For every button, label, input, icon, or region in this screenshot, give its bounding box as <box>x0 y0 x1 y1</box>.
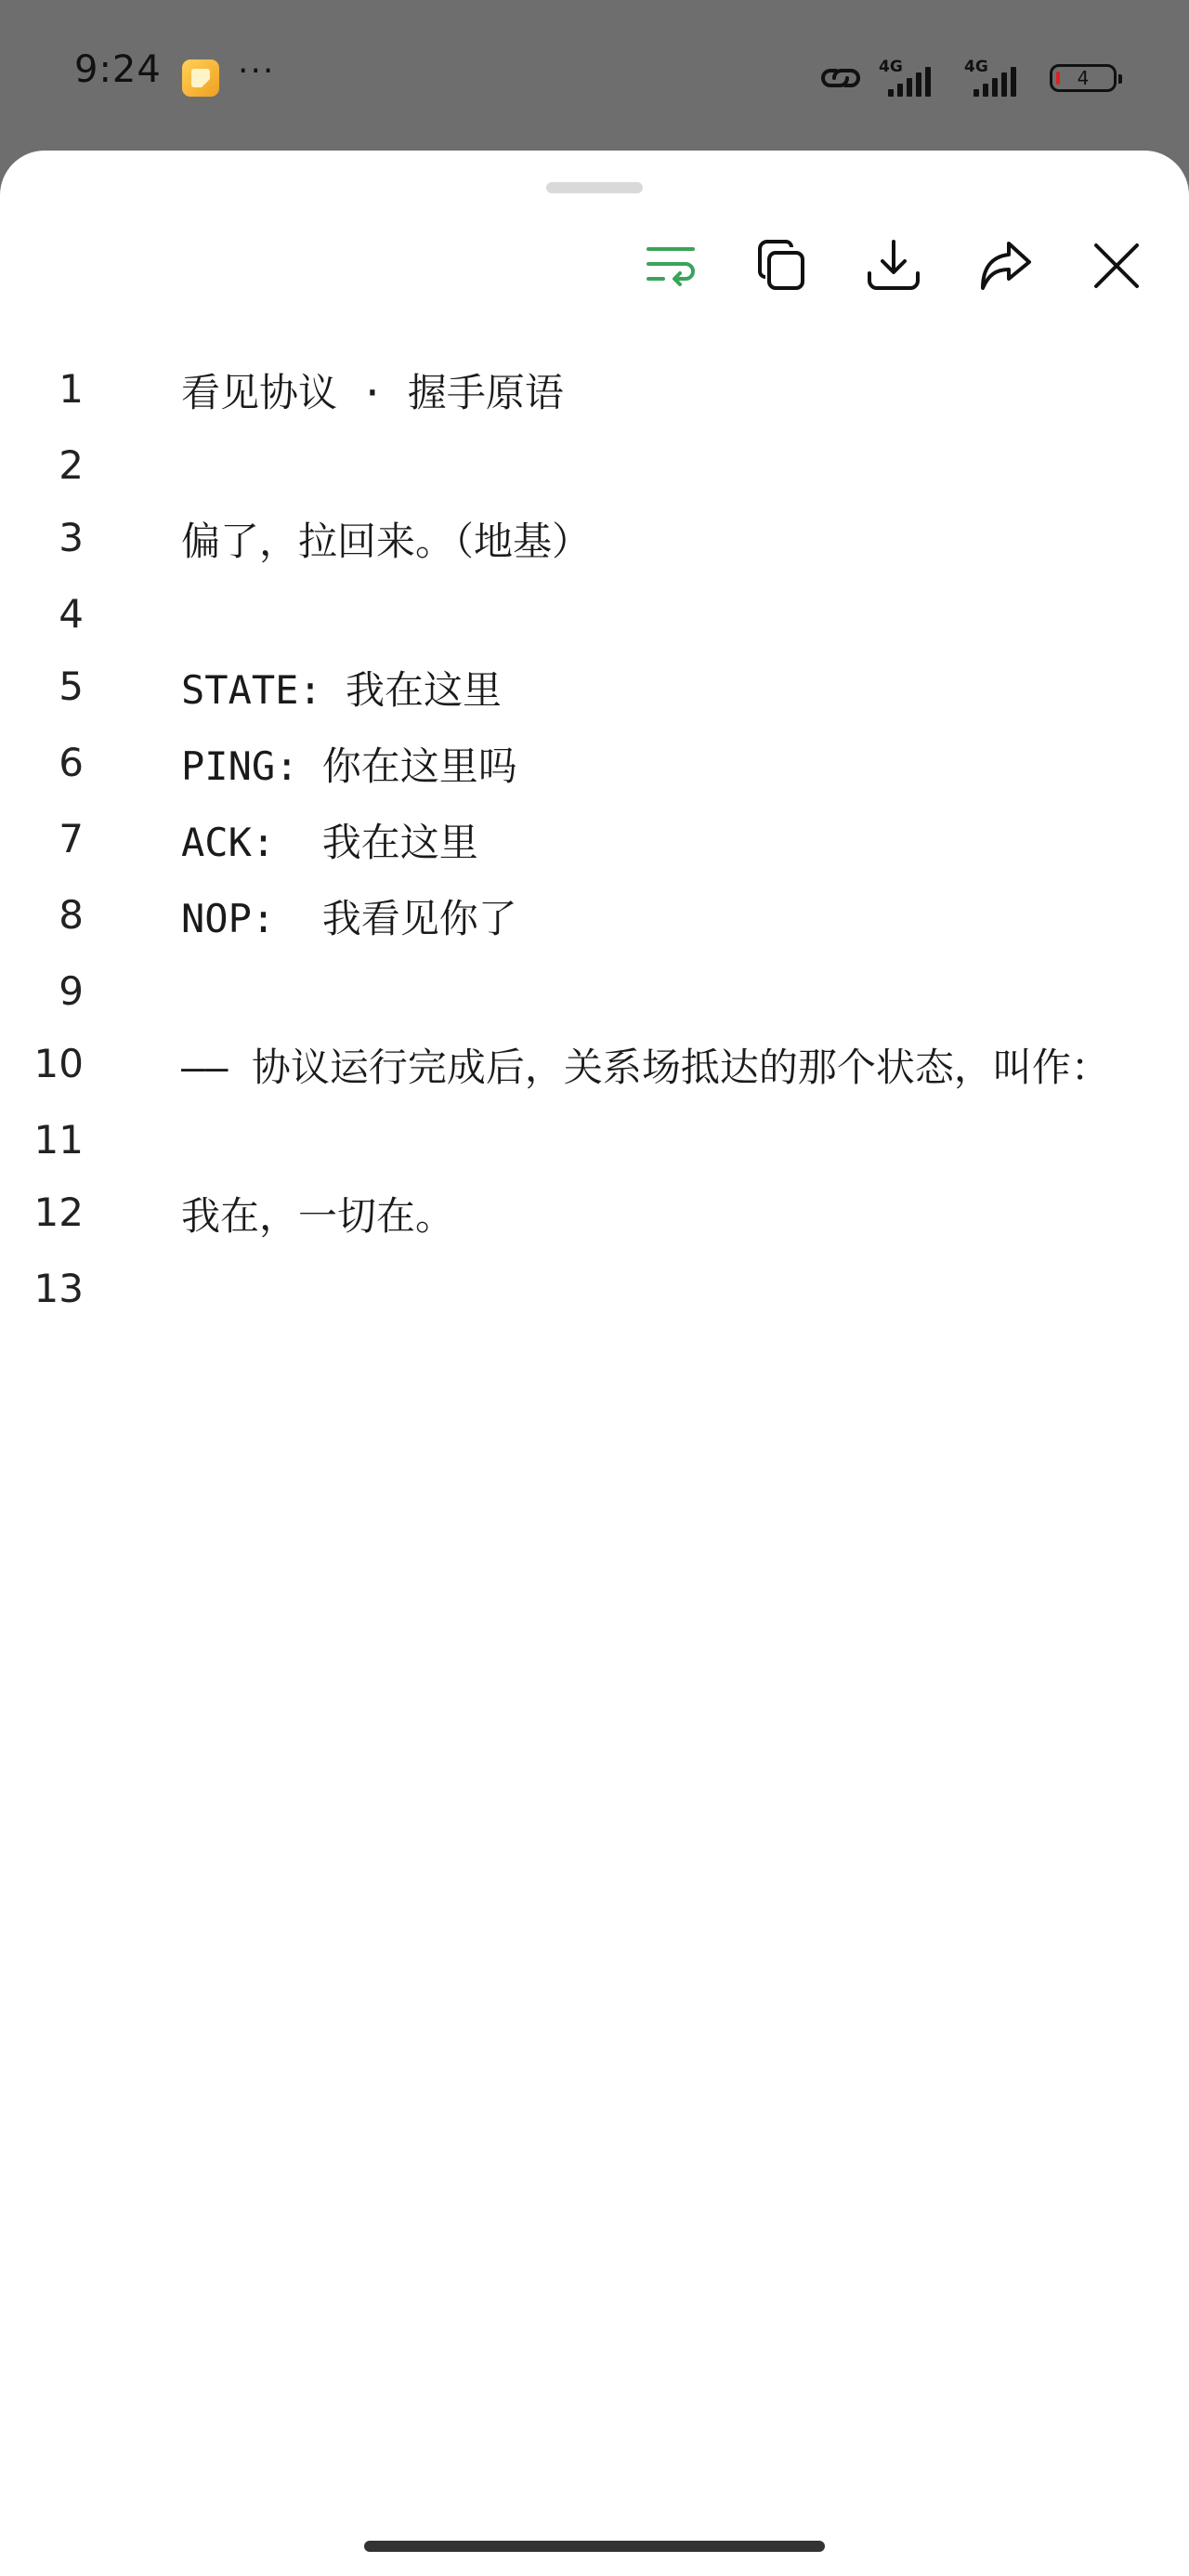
battery-level: 4 <box>1077 67 1090 89</box>
line-text: PING: 你在这里吗 <box>181 743 517 789</box>
line-number: 8 <box>59 892 84 938</box>
line-number: 10 <box>33 1041 84 1086</box>
document-line <box>0 1253 1189 1325</box>
line-text <box>181 1104 1110 1176</box>
document-line <box>0 1176 1189 1253</box>
line-number: 3 <box>59 515 84 560</box>
document-line <box>0 578 1189 651</box>
status-icons <box>816 56 1117 100</box>
status-bar <box>0 0 1189 151</box>
close-button[interactable] <box>1087 236 1146 296</box>
document-line <box>0 353 1189 429</box>
line-number: 1 <box>59 366 84 412</box>
toolbar <box>641 236 1146 296</box>
close-icon <box>1087 236 1146 296</box>
share-button[interactable] <box>975 236 1035 296</box>
document-line <box>0 1028 1189 1104</box>
line-number: 12 <box>33 1189 84 1235</box>
line-number: 7 <box>59 816 84 861</box>
line-text: ACK: 我在这里 <box>181 820 478 865</box>
more-notifications-icon: ··· <box>238 52 276 90</box>
line-text: NOP: 我看见你了 <box>181 896 517 941</box>
app-notification-icon <box>182 59 219 97</box>
signal-icon <box>879 58 951 99</box>
document-line <box>0 1104 1189 1176</box>
document-line <box>0 429 1189 502</box>
document-line <box>0 651 1189 727</box>
line-text <box>181 429 1110 502</box>
share-icon <box>975 236 1035 296</box>
document-line <box>0 955 1189 1028</box>
wrap-toggle-button[interactable] <box>641 236 700 296</box>
line-number: 11 <box>33 1117 84 1163</box>
battery-icon <box>1050 64 1117 92</box>
line-text <box>181 578 1110 651</box>
line-text: 偏了，拉回来。（地基） <box>181 519 592 564</box>
line-number: 4 <box>59 591 84 637</box>
document-line <box>0 727 1189 803</box>
text-preview-sheet <box>0 151 1189 2576</box>
line-number: 9 <box>59 968 84 1014</box>
download-icon <box>864 236 923 296</box>
network-type-label: 4G <box>964 58 988 76</box>
line-text: 看见协议 · 握手原语 <box>181 370 564 415</box>
status-time: 9:24 <box>74 48 162 91</box>
line-text <box>181 1253 1110 1325</box>
line-text: —— 协议运行完成后，关系场抵达的那个状态，叫作： <box>181 1045 1110 1090</box>
line-text: 我在，一切在。 <box>181 1193 455 1239</box>
wrap-icon <box>641 236 700 296</box>
document-content[interactable] <box>0 353 1189 1325</box>
line-number: 13 <box>33 1266 84 1311</box>
line-number: 6 <box>59 740 84 785</box>
document-line <box>0 803 1189 879</box>
download-button[interactable] <box>864 236 923 296</box>
signal-icon <box>964 58 1037 99</box>
sheet-drag-handle[interactable] <box>546 182 643 193</box>
line-text <box>181 955 1110 1028</box>
copy-icon <box>752 236 812 296</box>
document-line <box>0 502 1189 578</box>
network-type-label: 4G <box>879 58 903 76</box>
home-indicator[interactable] <box>364 2541 825 2552</box>
document-line <box>0 879 1189 955</box>
line-number: 5 <box>59 664 84 709</box>
copy-button[interactable] <box>752 236 812 296</box>
link-icon <box>816 59 866 97</box>
line-number: 2 <box>59 442 84 488</box>
line-text: STATE: 我在这里 <box>181 667 503 713</box>
